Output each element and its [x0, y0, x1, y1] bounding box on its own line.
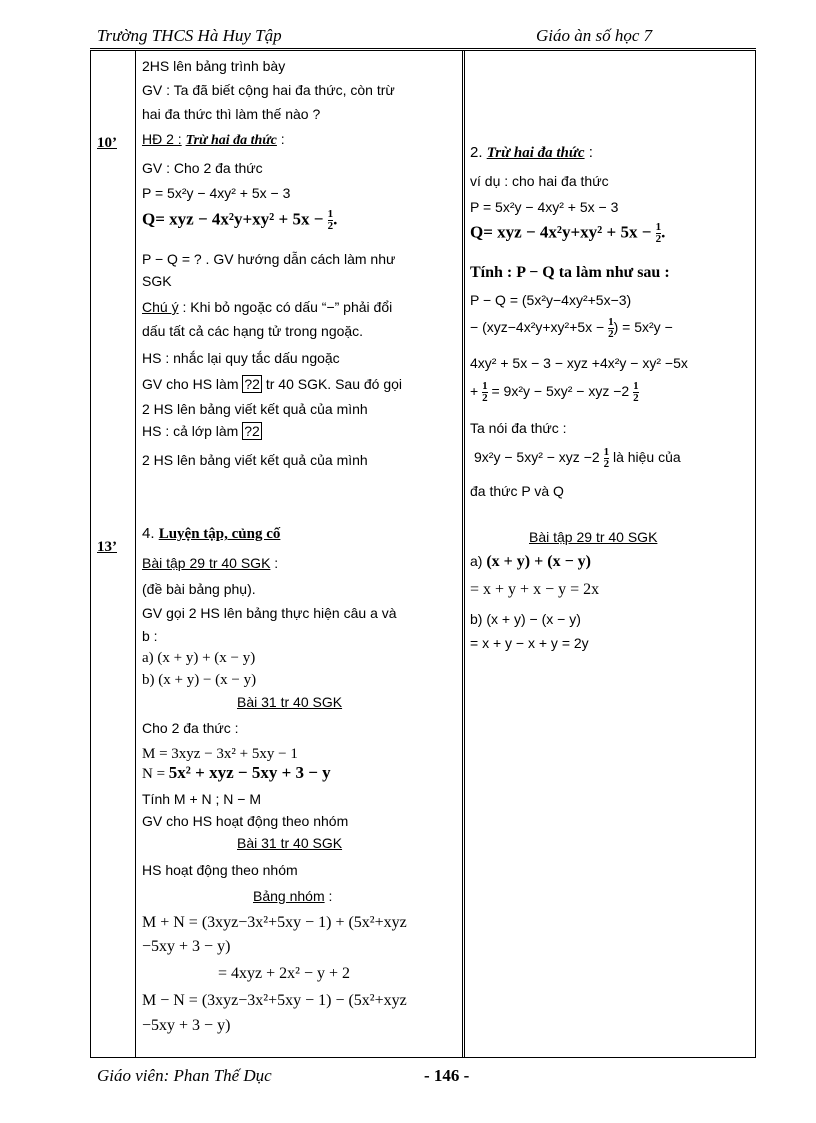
text-line: P − Q = ? . GV hướng dẫn cách làm như: [142, 251, 396, 267]
m-plus-n-line: M + N = (3xyz−3x²+5xy − 1) + (5x²+xyz: [142, 914, 407, 931]
text-line: dấu tất cả các hạng tử trong ngoặc.: [142, 323, 364, 339]
section-2-heading: 2. Trừ hai đa thức :: [470, 144, 593, 161]
note-line: Chú ý : Khi bỏ ngoặc có dấu “−” phải đổi: [142, 299, 393, 315]
text-line: P − Q = (5x²y−4xy²+5x−3): [470, 292, 632, 308]
exercise-31-title: Bài 31 tr 40 SGK: [237, 835, 343, 851]
fraction: $\frac{1}{2}$: [633, 380, 639, 404]
text-line: HS : cả lớp làm ?2: [142, 423, 260, 439]
text-line: Tính M + N ; N − M: [142, 791, 262, 807]
header-rule: [90, 48, 756, 49]
text-line: GV : Cho 2 đa thức: [142, 160, 263, 176]
polynomial-m: M = 3xyz − 3x² + 5xy − 1: [142, 746, 298, 762]
text-line: ví dụ : cho hai đa thức: [470, 173, 609, 189]
time-10: 10’: [97, 135, 117, 151]
footer-teacher: Giáo viên: Phan Thế Dục: [97, 1066, 272, 1085]
fraction: $\frac{1}{2}$: [327, 208, 334, 232]
text-line: 2 HS lên bảng viết kết quả của mình: [142, 401, 368, 417]
text-line: Ta nói đa thức :: [470, 420, 567, 436]
exercise-29-title: Bài tập 29 tr 40 SGK: [529, 529, 658, 545]
m-minus-n-line: M − N = (3xyz−3x²+5xy − 1) − (5x²+xyz: [142, 992, 407, 1009]
polynomial-p: P = 5x²y − 4xy² + 5x − 3: [470, 199, 619, 215]
text-line: 2 HS lên bảng viết kết quả của mình: [142, 452, 368, 468]
m-plus-n-line: −5xy + 3 − y): [142, 938, 231, 955]
text-line: 2HS lên bảng trình bày: [142, 58, 286, 74]
text-line: b :: [142, 628, 158, 644]
answer-b: b) (x + y) − (x − y): [470, 611, 581, 627]
text-line: hai đa thức thì làm thế nào ?: [142, 106, 321, 122]
text-line: HS : nhắc lại quy tắc dấu ngoặc: [142, 350, 340, 366]
text-line: 9x²y − 5xy² − xyz −2 $\frac{1}{2}$ là hiệu của: [474, 446, 681, 470]
group-board-heading: Bảng nhóm :: [253, 888, 333, 904]
text-line: GV cho HS làm ?2 tr 40 SGK. Sau đó gọi: [142, 376, 403, 392]
text-line: đa thức P và Q: [470, 483, 564, 499]
hd2-heading: HĐ 2 : Trừ hai đa thức :: [142, 131, 285, 148]
header-subject: Giáo àn số học 7: [536, 26, 653, 45]
page-number: - 146 -: [424, 1066, 470, 1085]
polynomial-q: Q= xyz − 4x²y+xy² + 5x − $\frac{1}{2}$ .: [470, 221, 666, 245]
question-box: ?2: [244, 423, 260, 439]
exercise-31-title: Bài 31 tr 40 SGK: [237, 694, 343, 710]
text-line: GV : Ta đã biết cộng hai đa thức, còn trừ: [142, 82, 395, 98]
header-school: Trường THCS Hà Huy Tập: [97, 26, 282, 45]
polynomial-q: Q= xyz − 4x²y+xy² + 5x − $\frac{1}{2}$ .: [142, 208, 338, 232]
answer-b-result: = x + y − x + y = 2y: [470, 635, 589, 651]
column-divider: [135, 51, 136, 1057]
text-line: (đề bài bảng phụ).: [142, 581, 256, 597]
subtraction-heading: Tính : P − Q ta làm như sau :: [470, 264, 670, 281]
text-line: 4xy² + 5x − 3 − xyz +4x²y − xy² −5x: [470, 355, 688, 371]
time-13: 13’: [97, 539, 117, 555]
fraction: $\frac{1}{2}$: [608, 316, 614, 340]
exercise-a: a) (x + y) + (x − y): [142, 650, 256, 666]
answer-a: a) (x + y) + (x − y): [470, 553, 592, 570]
fraction: $\frac{1}{2}$: [655, 221, 662, 245]
text-line: GV gọi 2 HS lên bảng thực hiện câu a và: [142, 605, 397, 621]
answer-a-result: = x + y + x − y = 2x: [470, 581, 600, 598]
section-4-heading: 4. Luyện tập, củng cố: [142, 525, 281, 542]
exercise-b: b) (x + y) − (x − y): [142, 672, 257, 688]
text-line: − (xyz−4x²y+xy²+5x − $\frac{1}{2}$ ) = 5x²y −: [470, 316, 673, 340]
text-line: HS hoạt động theo nhóm: [142, 862, 298, 878]
lesson-table: [90, 50, 756, 1058]
text-line: Cho 2 đa thức :: [142, 720, 239, 736]
question-box: ?2: [244, 376, 260, 392]
polynomial-p: P = 5x²y − 4xy² + 5x − 3: [142, 185, 291, 201]
text-line: GV cho HS hoạt động theo nhóm: [142, 813, 349, 829]
text-line: SGK: [142, 273, 172, 289]
fraction: $\frac{1}{2}$: [603, 446, 610, 470]
polynomial-n: N = 5x² + xyz − 5xy + 3 − y: [142, 763, 331, 782]
column-divider-double: [462, 51, 465, 1057]
exercise-29-title: Bài tập 29 tr 40 SGK :: [142, 555, 279, 571]
fraction: $\frac{1}{2}$: [482, 380, 488, 404]
m-minus-n-line: −5xy + 3 − y): [142, 1017, 231, 1034]
text-line: + $\frac{1}{2}$ = 9x²y − 5xy² − xyz −2 $\frac{1}{2}$: [470, 380, 639, 404]
m-plus-n-result: = 4xyz + 2x² − y + 2: [218, 965, 350, 982]
